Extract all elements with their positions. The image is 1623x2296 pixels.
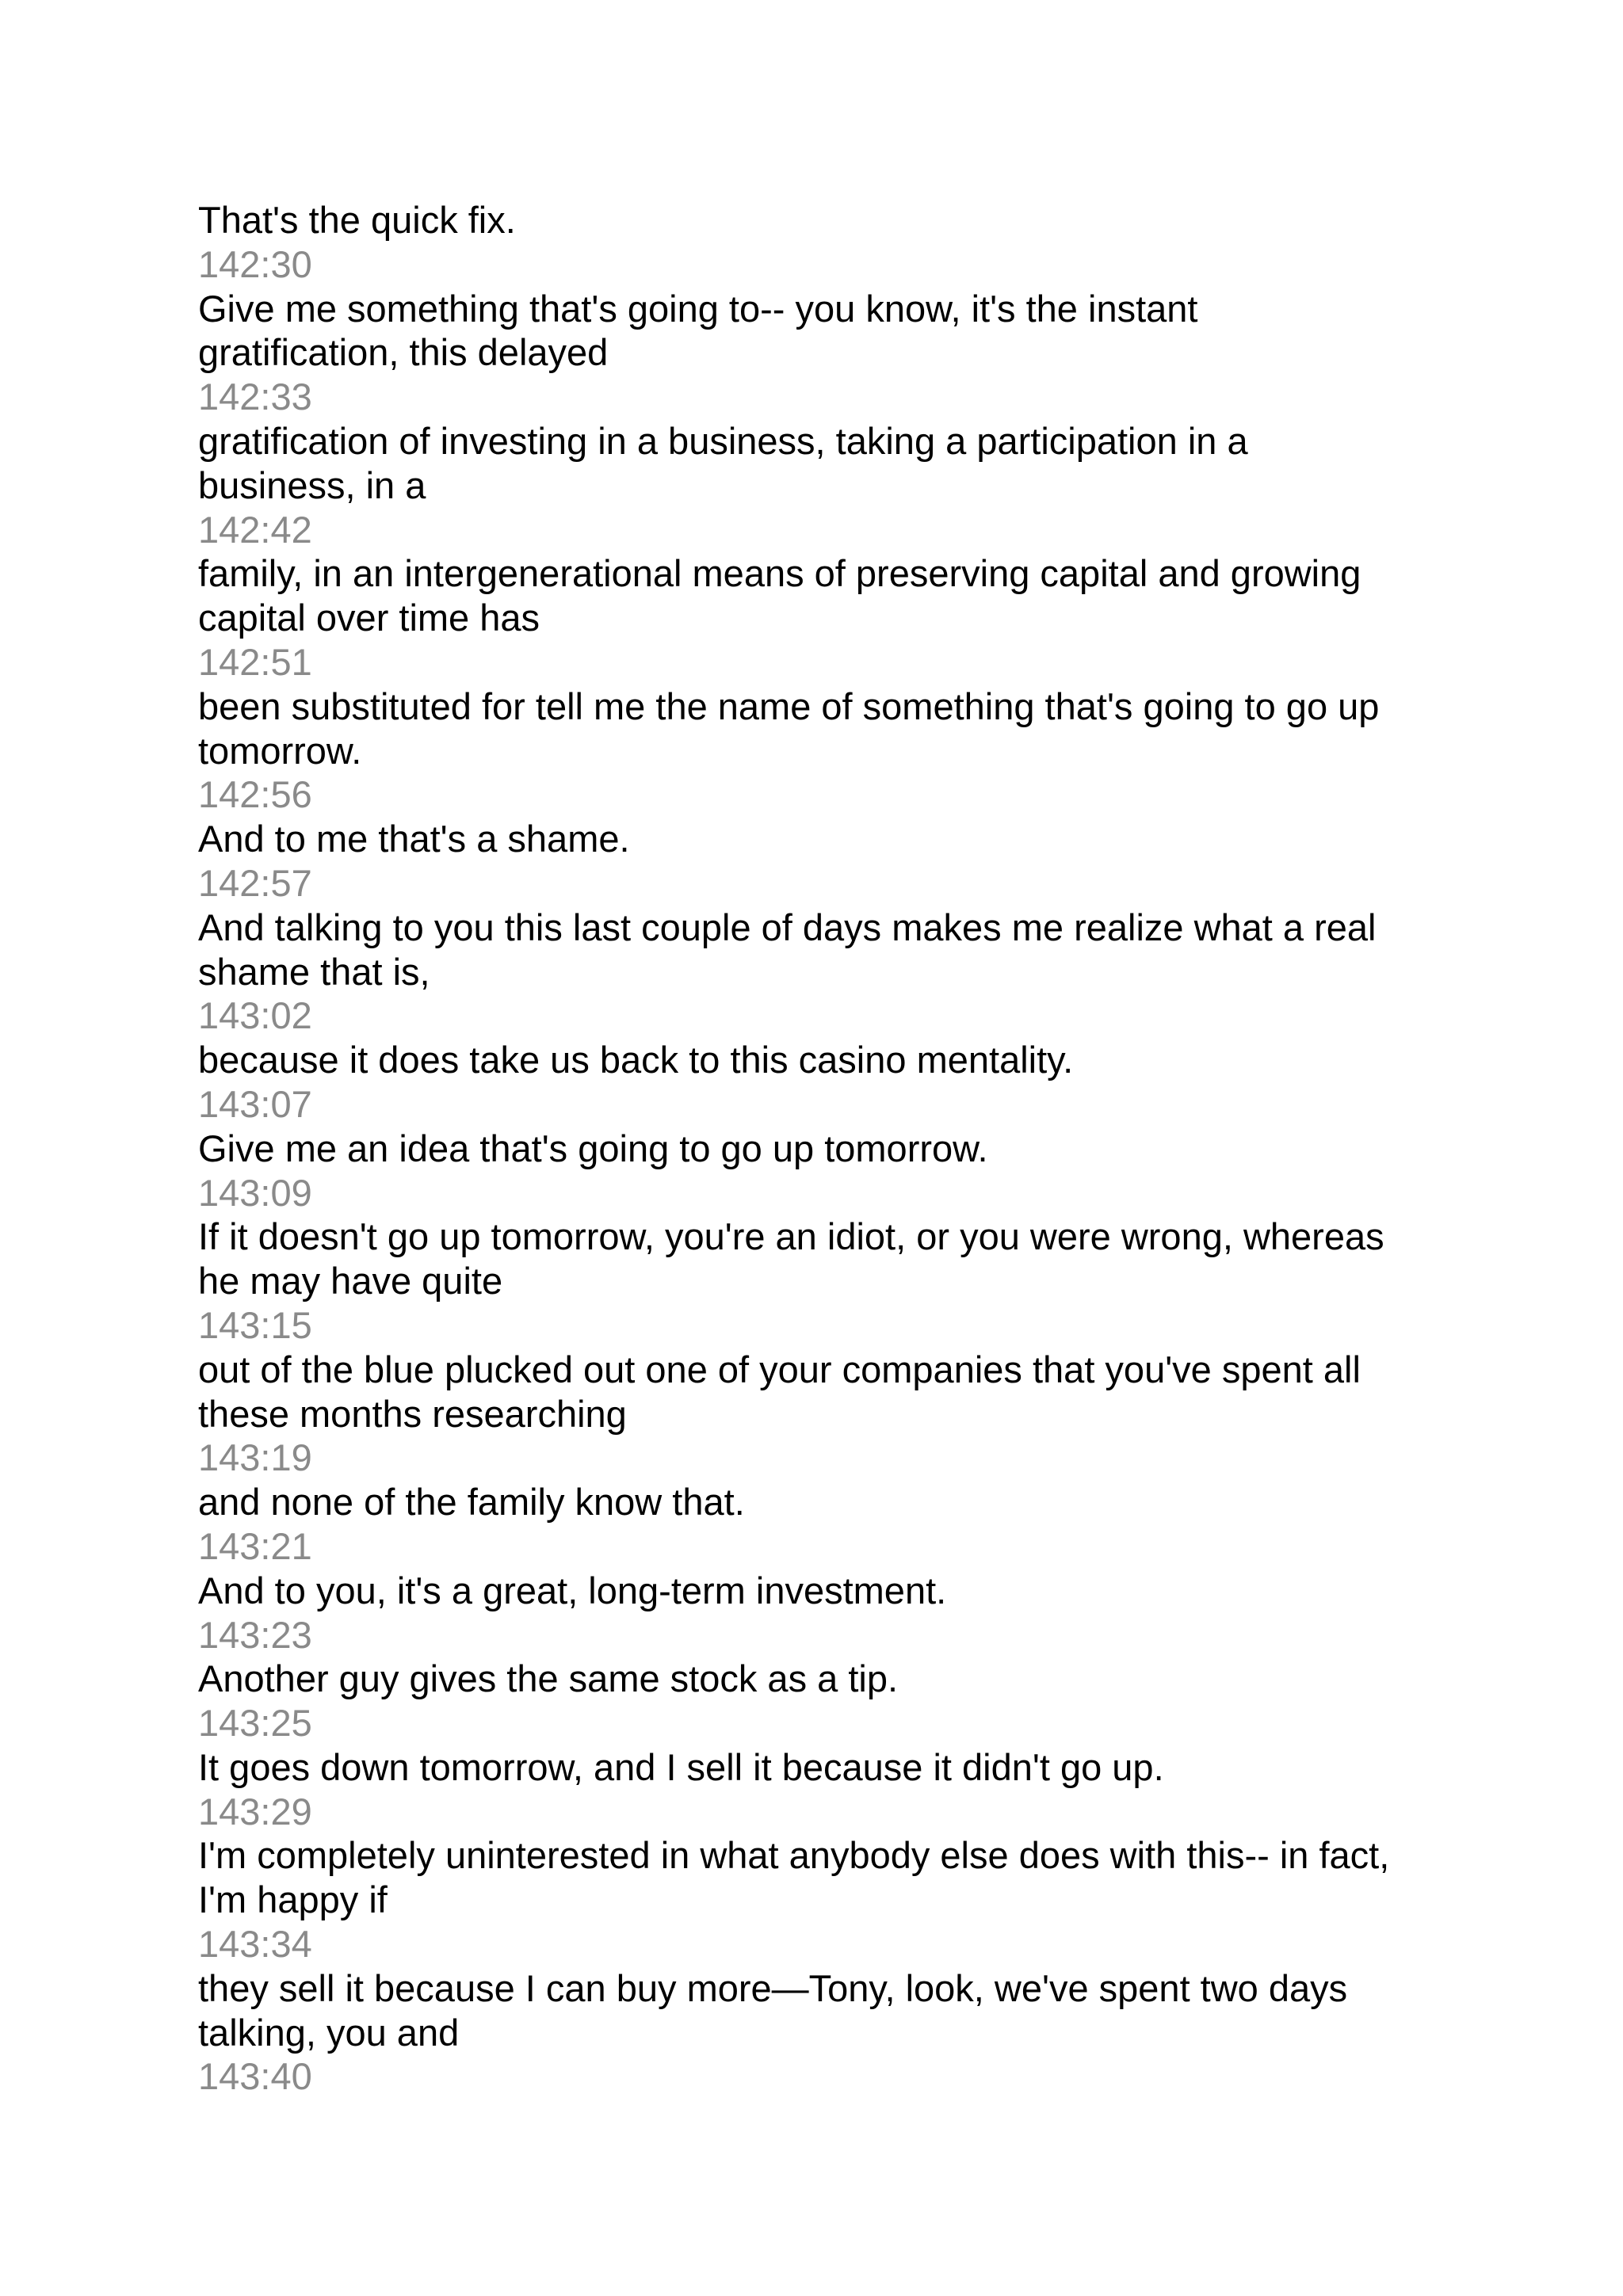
transcript-line: I'm completely uninterested in what anybody else does with this-- in fact, xyxy=(198,1834,1390,1877)
transcript-line: these months researching xyxy=(198,1392,627,1435)
transcript-line: And to me that's a shame. xyxy=(198,818,630,860)
transcript-line: That's the quick fix. xyxy=(198,199,516,241)
timestamp: 143:21 xyxy=(198,1524,312,1567)
timestamp: 143:09 xyxy=(198,1171,312,1214)
transcript-line: gratification of investing in a business, taking a participation in a xyxy=(198,419,1248,462)
transcript-line: he may have quite xyxy=(198,1260,503,1302)
timestamp: 142:56 xyxy=(198,773,312,816)
transcript-line: been substituted for tell me the name of something that's going to go up xyxy=(198,685,1380,727)
transcript-line: tomorrow. xyxy=(198,729,362,772)
transcript-line: Give me something that's going to-- you know, it's the instant xyxy=(198,287,1198,330)
transcript-line: Give me an idea that's going to go up tomorrow. xyxy=(198,1127,988,1169)
transcript-line: talking, you and xyxy=(198,2011,460,2054)
timestamp: 143:19 xyxy=(198,1436,312,1479)
timestamp: 143:23 xyxy=(198,1613,312,1656)
timestamp: 142:42 xyxy=(198,508,312,551)
transcript-line: they sell it because I can buy more—Tony, look, we've spent two days xyxy=(198,1966,1348,2009)
transcript-line: capital over time has xyxy=(198,597,540,639)
timestamp: 142:33 xyxy=(198,376,312,418)
transcript-body xyxy=(198,198,1434,2099)
transcript-line: out of the blue plucked out one of your companies that you've spent all xyxy=(198,1348,1361,1390)
transcript-line: And talking to you this last couple of days makes me realize what a real xyxy=(198,906,1377,948)
transcript-line: business, in a xyxy=(198,463,426,506)
timestamp: 142:57 xyxy=(198,861,312,904)
timestamp: 142:51 xyxy=(198,640,312,683)
timestamp: 143:15 xyxy=(198,1303,312,1346)
transcript-line: And to you, it's a great, long-term investment. xyxy=(198,1569,947,1611)
timestamp: 143:29 xyxy=(198,1790,312,1833)
transcript-line: shame that is, xyxy=(198,950,430,993)
transcript-line: I'm happy if xyxy=(198,1878,388,1921)
timestamp: 143:34 xyxy=(198,1923,312,1966)
transcript-line: family, in an intergenerational means of preserving capital and growing xyxy=(198,552,1361,595)
transcript-line: If it doesn't go up tomorrow, you're an idiot, or you were wrong, whereas xyxy=(198,1215,1384,1258)
transcript-page xyxy=(198,198,1434,2099)
transcript-line: Another guy gives the same stock as a tip. xyxy=(198,1657,899,1700)
timestamp: 143:25 xyxy=(198,1702,312,1745)
timestamp: 142:30 xyxy=(198,242,312,285)
transcript-line: because it does take us back to this casino mentality. xyxy=(198,1039,1074,1081)
transcript-line: and none of the family know that. xyxy=(198,1481,745,1524)
transcript-line: It goes down tomorrow, and I sell it because it didn't go up. xyxy=(198,1745,1164,1788)
transcript-line: gratification, this delayed xyxy=(198,331,609,374)
timestamp: 143:40 xyxy=(198,2055,312,2098)
timestamp: 143:07 xyxy=(198,1082,312,1125)
timestamp: 143:02 xyxy=(198,994,312,1037)
